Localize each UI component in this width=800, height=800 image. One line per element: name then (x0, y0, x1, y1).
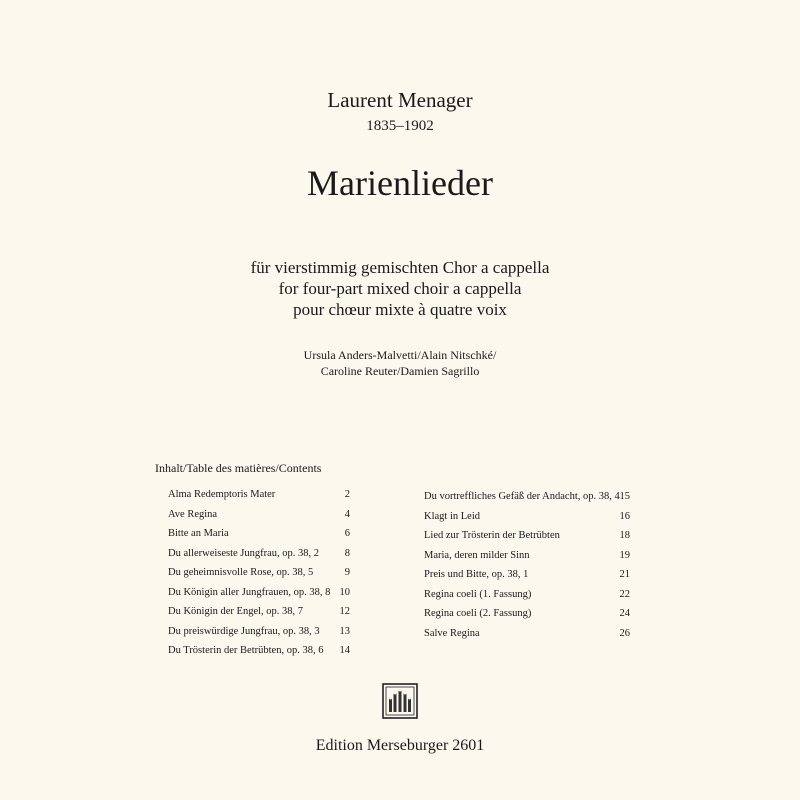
toc-entry (424, 608, 630, 628)
toc-entry (424, 530, 630, 550)
toc-left-column (168, 489, 350, 665)
organ-pipes-logo-icon (382, 683, 418, 719)
toc-entry-title: Du Königin der Engel, op. 38, 7 (168, 606, 304, 617)
toc-entry-title: Maria, deren milder Sinn (424, 549, 530, 561)
toc-entry-title: Du Königin aller Jungfrauen, op. 38, 8 (168, 586, 331, 598)
subtitle-german: für vierstimmig gemischten Chor a cappella (250, 258, 550, 277)
toc-entry-page: 14 (339, 645, 350, 656)
toc-entry-page: 10 (339, 586, 350, 598)
toc-entry-page: 18 (619, 530, 630, 541)
toc-entry-page: 4 (344, 508, 350, 520)
toc-entry (168, 548, 350, 568)
toc-entry-title: Preis und Bitte, op. 38, 1 (424, 569, 529, 580)
toc-entry-page: 8 (344, 547, 350, 559)
toc-entry (168, 626, 350, 646)
toc-entry-title: Lied zur Trösterin der Betrübten (424, 530, 560, 541)
toc-entry (168, 567, 350, 587)
toc-entry-page: 16 (619, 510, 630, 522)
subtitle-english: for four-part mixed choir a cappella (278, 279, 522, 298)
toc-entry (168, 528, 350, 548)
toc-entry-page: 24 (619, 608, 630, 619)
toc-entry-page: 6 (344, 528, 350, 539)
toc-entry-title: Ave Regina (168, 508, 218, 520)
work-title: Marienlieder (307, 163, 493, 203)
toc-entry-title: Regina coeli (1. Fassung) (424, 588, 532, 600)
toc-entry (424, 589, 630, 609)
toc-entry-title: Du preiswürdige Jungfrau, op. 38, 3 (168, 625, 320, 637)
toc-entry (168, 606, 350, 626)
toc-entry-page: 13 (339, 625, 350, 637)
toc-entry-title: Alma Redemptoris Mater (168, 489, 276, 500)
toc-entry-title: Du vortreffliches Gefäß der Andacht, op. 38, 4 (424, 491, 620, 502)
toc-entry-title: Du Trösterin der Betrübten, op. 38, 6 (168, 645, 324, 656)
toc-entry-title: Regina coeli (2. Fassung) (424, 608, 532, 619)
composer-name: Laurent Menager (327, 88, 473, 112)
editors-line-2: Caroline Reuter/Damien Sagrillo (320, 364, 480, 378)
publisher-line: Edition Merseburger 2601 (315, 737, 485, 754)
toc-entry (424, 491, 630, 511)
toc-entry (168, 509, 350, 529)
toc-entry (168, 645, 350, 665)
toc-entry-page: 9 (344, 567, 350, 578)
toc-entry (424, 550, 630, 570)
toc-entry-page: 12 (339, 606, 350, 617)
toc-entry (424, 628, 630, 648)
toc-entry-title: Du geheimnisvolle Rose, op. 38, 5 (168, 567, 314, 578)
toc-heading: Inhalt/Table des matières/Contents (155, 461, 322, 475)
toc-entry-title: Klagt in Leid (424, 510, 480, 522)
toc-entry-page: 26 (619, 627, 630, 639)
toc-entry-title: Bitte an Maria (168, 528, 229, 539)
toc-entry (168, 489, 350, 509)
toc-entry-title: Salve Regina (424, 627, 480, 639)
toc-entry (424, 511, 630, 531)
editors-line-1: Ursula Anders-Malvetti/Alain Nitschké/ (303, 348, 497, 362)
toc-entry (424, 569, 630, 589)
toc-entry-page: 22 (619, 588, 630, 600)
toc-right-column (424, 491, 630, 647)
toc-entry-page: 2 (344, 489, 350, 500)
toc-entry-page: 15 (619, 491, 630, 502)
subtitle-french: pour chœur mixte à quatre voix (293, 300, 507, 319)
toc-entry-page: 19 (619, 549, 630, 561)
composer-dates: 1835–1902 (366, 118, 434, 134)
toc-entry-title: Du allerweiseste Jungfrau, op. 38, 2 (168, 547, 320, 559)
toc-entry (168, 587, 350, 607)
toc-entry-page: 21 (619, 569, 630, 580)
